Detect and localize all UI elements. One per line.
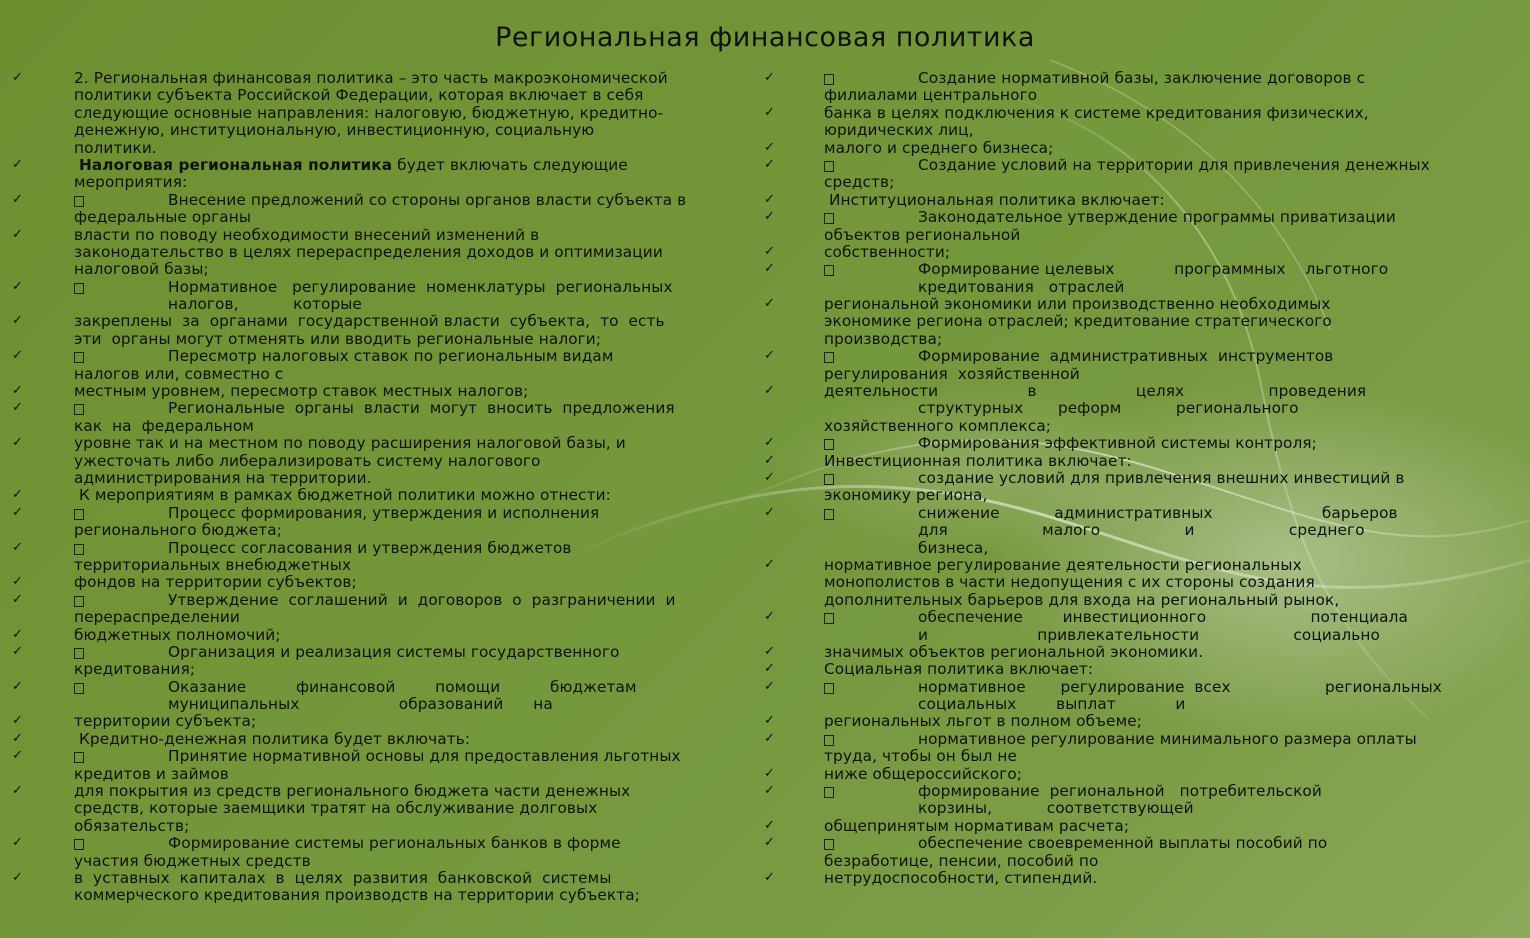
- left-line: [12, 348, 770, 365]
- checkmark-icon: ✓: [764, 435, 775, 451]
- box-bullet-icon: [74, 683, 84, 694]
- checkmark-icon: ✓: [764, 104, 775, 120]
- checkmark-icon: ✓: [12, 643, 23, 659]
- checkmark-icon: ✓: [764, 191, 775, 207]
- box-bullet-icon: [824, 213, 834, 224]
- left-line-text: Принятие нормативной основы для предоставления льготных: [168, 747, 681, 766]
- left-line-text: Оказание финансовой помощи бюджетам: [168, 677, 637, 696]
- box-bullet-icon: [74, 752, 84, 763]
- checkmark-icon: ✓: [12, 713, 23, 729]
- left-line-text: политики субъекта Российской Федерации, которая включает в себя: [74, 86, 644, 105]
- right-line-text: кредитования отраслей: [918, 277, 1125, 296]
- left-line: [12, 296, 770, 313]
- right-line-text: Создание нормативной базы, заключение договоров с: [918, 69, 1366, 87]
- right-line: [762, 644, 1522, 661]
- checkmark-icon: ✓: [12, 574, 23, 590]
- right-line-text: Социальная политика включает:: [824, 660, 1094, 679]
- left-line-text: законодательство в целях перераспределения доходов и оптимизации: [74, 242, 663, 261]
- box-bullet-icon: [74, 596, 84, 607]
- left-line: [12, 400, 770, 417]
- right-line-text: малого и среднего бизнеса;: [824, 138, 1054, 157]
- left-line: [12, 470, 770, 487]
- checkmark-icon: ✓: [12, 383, 23, 399]
- left-line: [12, 87, 770, 104]
- checkmark-icon: ✓: [764, 70, 775, 85]
- checkmark-icon: ✓: [764, 156, 775, 172]
- right-line-text: объектов региональной: [824, 225, 1021, 244]
- box-bullet-icon: [824, 474, 834, 485]
- right-line: [762, 227, 1522, 244]
- right-line: [762, 731, 1522, 748]
- right-line: [762, 557, 1522, 574]
- box-bullet-icon: [824, 839, 834, 850]
- left-line: [12, 627, 770, 644]
- left-line: [12, 505, 770, 522]
- right-line: [762, 574, 1522, 591]
- left-line: [12, 366, 770, 383]
- left-line: [12, 174, 770, 191]
- left-line-text: Организация и реализация системы государственного: [168, 642, 620, 661]
- left-line-text: Региональные органы власти могут вносить предложения: [168, 399, 675, 418]
- left-line: [12, 209, 770, 226]
- checkmark-icon: ✓: [764, 643, 775, 659]
- right-line: [762, 627, 1522, 644]
- left-line: [12, 592, 770, 609]
- right-line: [762, 540, 1522, 557]
- left-line: [12, 192, 770, 209]
- right-line-text: экономике региона отраслей; кредитование стратегического: [824, 312, 1332, 331]
- checkmark-icon: ✓: [12, 313, 23, 329]
- checkmark-icon: ✓: [12, 626, 23, 642]
- right-line-text: обеспечение инвестиционного потенциала: [918, 608, 1409, 627]
- left-line: [12, 244, 770, 261]
- left-line-text: муниципальных образований на: [168, 695, 553, 714]
- box-bullet-icon: [824, 787, 834, 798]
- checkmark-icon: ✓: [12, 191, 23, 207]
- right-line: [762, 505, 1522, 522]
- right-line-text: хозяйственного комплекса;: [824, 416, 1052, 435]
- left-line: [12, 835, 770, 852]
- right-line: [762, 157, 1522, 174]
- left-line-text: обязательств;: [74, 816, 190, 835]
- box-bullet-icon: [74, 352, 84, 363]
- checkmark-icon: ✓: [12, 591, 23, 607]
- right-line-text: труда, чтобы он был не: [824, 747, 1018, 766]
- right-line: [762, 661, 1522, 678]
- box-bullet-icon: [824, 265, 834, 276]
- left-line: [12, 453, 770, 470]
- left-line: [12, 540, 770, 557]
- box-bullet-icon: [74, 648, 84, 659]
- left-line-text: перераспределении: [74, 608, 240, 627]
- right-line: [762, 818, 1522, 835]
- left-line-text: фондов на территории субъектов;: [74, 573, 357, 592]
- right-line-text: и привлекательности социально: [918, 625, 1380, 644]
- right-line-text: безработице, пенсии, пособий по: [824, 851, 1099, 870]
- right-line-text: нормативное регулирование деятельности региональных: [824, 555, 1302, 574]
- box-bullet-icon: [824, 613, 834, 624]
- right-line: [762, 296, 1522, 313]
- checkmark-icon: ✓: [12, 278, 23, 294]
- checkmark-icon: ✓: [12, 783, 23, 799]
- left-line: [12, 713, 770, 730]
- left-line-text: Внесение предложений со стороны органов власти субъекта в: [168, 190, 687, 209]
- left-line: [12, 731, 770, 748]
- left-line: [12, 313, 770, 330]
- left-line-text: Утверждение соглашений и договоров о разграничении и: [168, 590, 676, 609]
- right-line-text: снижение административных барьеров: [918, 503, 1398, 522]
- right-line: [762, 609, 1522, 626]
- right-line: [762, 853, 1522, 870]
- left-line: [12, 261, 770, 278]
- right-line-text: структурных реформ регионального: [918, 399, 1299, 418]
- right-line: [762, 192, 1522, 209]
- left-line-text: в уставных капиталах в целях развития банковской системы: [74, 868, 612, 887]
- right-line-text: банка в целях подключения к системе кредитования физических,: [824, 103, 1369, 122]
- checkmark-icon: ✓: [12, 730, 23, 746]
- checkmark-icon: ✓: [12, 748, 23, 764]
- left-line-text: Процесс формирования, утверждения и исполнения: [168, 503, 600, 522]
- right-line: [762, 800, 1522, 817]
- left-line: [12, 853, 770, 870]
- checkmark-icon: ✓: [764, 209, 775, 225]
- box-bullet-icon: [74, 196, 84, 207]
- right-line: [762, 331, 1522, 348]
- checkmark-icon: ✓: [764, 661, 775, 677]
- checkmark-icon: ✓: [764, 469, 775, 485]
- left-line: [12, 157, 770, 174]
- checkmark-icon: ✓: [12, 678, 23, 694]
- left-line-text: Процесс согласования и утверждения бюджетов: [168, 538, 572, 557]
- right-line-text: регулирования хозяйственной: [824, 364, 1080, 383]
- right-line: [762, 87, 1522, 104]
- left-line: [12, 522, 770, 539]
- checkmark-icon: ✓: [12, 435, 23, 451]
- checkmark-icon: ✓: [764, 869, 775, 885]
- checkmark-icon: ✓: [12, 348, 23, 364]
- checkmark-icon: ✓: [764, 383, 775, 399]
- box-bullet-icon: [824, 439, 834, 450]
- checkmark-icon: ✓: [764, 261, 775, 277]
- left-line-text: местным уровнем, пересмотр ставок местных налогов;: [74, 382, 529, 401]
- right-column: [762, 70, 1522, 887]
- right-line-text: бизнеса,: [918, 538, 989, 557]
- left-line: [12, 331, 770, 348]
- right-line: [762, 140, 1522, 157]
- checkmark-icon: ✓: [12, 226, 23, 242]
- left-line-text: федеральные органы: [74, 208, 252, 227]
- right-line: [762, 870, 1522, 887]
- left-line: [12, 383, 770, 400]
- right-line: [762, 679, 1522, 696]
- right-line-text: Формирование административных инструментов: [918, 347, 1334, 366]
- left-line: [12, 748, 770, 765]
- right-line-text: ниже общероссийского;: [824, 764, 1023, 783]
- right-line-text: средств;: [824, 173, 895, 192]
- box-bullet-icon: [74, 839, 84, 850]
- right-line: [762, 713, 1522, 730]
- right-line-text: для малого и среднего: [918, 521, 1365, 540]
- right-line: [762, 383, 1522, 400]
- right-line-text: Формирования эффективной системы контроля;: [918, 434, 1317, 453]
- right-line: [762, 366, 1522, 383]
- left-line-text: К мероприятиям в рамках бюджетной политики можно отнести:: [74, 486, 611, 505]
- box-bullet-icon: [824, 683, 834, 694]
- right-line: [762, 783, 1522, 800]
- right-line-text: Институциональная политика включает:: [824, 190, 1165, 209]
- right-line-text: обеспечение своевременной выплаты пособий по: [918, 834, 1328, 853]
- left-line: [12, 557, 770, 574]
- right-line-text: формирование региональной потребительской: [918, 782, 1322, 801]
- right-line-text: Инвестиционная политика включает:: [824, 451, 1132, 470]
- box-bullet-icon: [824, 735, 834, 746]
- left-line-text: налогов или, совместно с: [74, 364, 284, 383]
- left-line-text: мероприятия:: [74, 173, 188, 192]
- right-line: [762, 766, 1522, 783]
- right-line: [762, 70, 1522, 87]
- left-line: [12, 435, 770, 452]
- left-line-text: Пересмотр налоговых ставок по региональным видам: [168, 347, 614, 366]
- right-line: [762, 522, 1522, 539]
- checkmark-icon: ✓: [12, 539, 23, 555]
- checkmark-icon: ✓: [12, 869, 23, 885]
- left-line-text: Кредитно-денежная политика будет включать:: [74, 729, 471, 748]
- right-line-text: общепринятым нормативам расчета;: [824, 816, 1130, 835]
- left-line-text: денежную, институциональную, инвестиционную, социальную: [74, 121, 595, 140]
- right-line-text: социальных выплат и: [918, 695, 1186, 714]
- checkmark-icon: ✓: [764, 678, 775, 694]
- left-line: [12, 279, 770, 296]
- left-line-text: администрирования на территории.: [74, 468, 372, 487]
- left-line: [12, 140, 770, 157]
- right-line-text: Формирование целевых программных льготного: [918, 260, 1389, 279]
- left-line: [12, 487, 770, 504]
- checkmark-icon: ✓: [12, 70, 23, 85]
- left-line-text: налоговой базы;: [74, 260, 209, 279]
- left-line: [12, 227, 770, 244]
- right-line-text: региональной экономики или производственно необходимых: [824, 295, 1331, 314]
- checkmark-icon: ✓: [12, 400, 23, 416]
- left-line-text: бюджетных полномочий;: [74, 625, 281, 644]
- checkmark-icon: ✓: [764, 609, 775, 625]
- right-line: [762, 418, 1522, 435]
- box-bullet-icon: [824, 161, 834, 172]
- box-bullet-icon: [824, 509, 834, 520]
- left-line: [12, 696, 770, 713]
- left-line: [12, 122, 770, 139]
- right-line-text: нормативное регулирование всех региональных: [918, 677, 1442, 696]
- checkmark-icon: ✓: [764, 765, 775, 781]
- right-line-text: производства;: [824, 329, 943, 348]
- checkmark-icon: ✓: [764, 713, 775, 729]
- left-line-text: политики.: [74, 138, 157, 157]
- right-line-text: дополнительных барьеров для входа на региональный рынок,: [824, 590, 1340, 609]
- left-line-text: кредитов и займов: [74, 764, 229, 783]
- checkmark-icon: ✓: [764, 817, 775, 833]
- right-line-text: экономику региона,: [824, 486, 988, 505]
- right-line: [762, 244, 1522, 261]
- left-line: [12, 800, 770, 817]
- left-line-text: уровне так и на местном по поводу расширения налоговой базы, и: [74, 434, 626, 453]
- right-line-text: региональных льгот в полном объеме;: [824, 712, 1142, 731]
- right-line-text: значимых объектов региональной экономики.: [824, 642, 1204, 661]
- box-bullet-icon: [74, 404, 84, 415]
- right-line: [762, 279, 1522, 296]
- right-line: [762, 453, 1522, 470]
- left-line-text: 2. Региональная финансовая политика – это часть макроэкономической: [74, 69, 668, 87]
- checkmark-icon: ✓: [764, 348, 775, 364]
- right-line: [762, 174, 1522, 191]
- left-line: [12, 887, 770, 904]
- checkmark-icon: ✓: [764, 296, 775, 312]
- left-line-text: средств, которые заемщики тратят на обслуживание долговых: [74, 799, 598, 818]
- right-line-text: нетрудоспособности, стипендий.: [824, 868, 1098, 887]
- left-line-text: налогов, которые: [168, 295, 362, 314]
- checkmark-icon: ✓: [12, 156, 23, 172]
- checkmark-icon: ✓: [764, 243, 775, 259]
- right-line: [762, 748, 1522, 765]
- left-line-text: как на федеральном: [74, 416, 254, 435]
- right-line: [762, 400, 1522, 417]
- left-line-text: Формирование системы региональных банков в форме: [168, 834, 621, 853]
- left-line: [12, 661, 770, 678]
- right-line-text: корзины, соответствующей: [918, 799, 1194, 818]
- left-line: [12, 870, 770, 887]
- right-line: [762, 696, 1522, 713]
- left-line-text: коммерческого кредитования производств на территории субъекта;: [74, 886, 640, 905]
- left-line: [12, 574, 770, 591]
- right-line: [762, 348, 1522, 365]
- left-line-text: Нормативное регулирование номенклатуры региональных: [168, 277, 673, 296]
- left-line: [12, 418, 770, 435]
- checkmark-icon: ✓: [12, 835, 23, 851]
- box-bullet-icon: [824, 352, 834, 363]
- right-line: [762, 435, 1522, 452]
- right-line-text: юридических лиц,: [824, 121, 974, 140]
- left-column: [12, 70, 770, 905]
- checkmark-icon: ✓: [12, 487, 23, 503]
- right-line-text: создание условий для привлечения внешних инвестиций в: [918, 468, 1405, 487]
- left-line-text: регионального бюджета;: [74, 521, 282, 540]
- box-bullet-icon: [74, 509, 84, 520]
- checkmark-icon: ✓: [764, 783, 775, 799]
- bold-heading-text: Налоговая региональная политика: [78, 155, 393, 174]
- right-line: [762, 313, 1522, 330]
- left-line-text: территориальных внебюджетных: [74, 555, 352, 574]
- left-line-text: власти по поводу необходимости внесений изменений в: [74, 225, 540, 244]
- checkmark-icon: ✓: [764, 504, 775, 520]
- left-line-text: для покрытия из средств регионального бюджета части денежных: [74, 782, 631, 801]
- left-line: [12, 679, 770, 696]
- right-line-text: нормативное регулирование минимального размера оплаты: [918, 729, 1417, 748]
- checkmark-icon: ✓: [764, 139, 775, 155]
- checkmark-icon: ✓: [12, 504, 23, 520]
- left-line: [12, 609, 770, 626]
- left-line: [12, 644, 770, 661]
- right-line: [762, 105, 1522, 122]
- right-line: [762, 470, 1522, 487]
- right-line-text: Создание условий на территории для привлечения денежных: [918, 155, 1430, 174]
- page-title: Региональная финансовая политика: [495, 22, 1035, 53]
- left-line-text: эти органы могут отменять или вводить региональные налоги;: [74, 329, 602, 348]
- left-line: [12, 70, 770, 87]
- box-bullet-icon: [74, 544, 84, 555]
- checkmark-icon: ✓: [764, 835, 775, 851]
- checkmark-icon: ✓: [764, 730, 775, 746]
- left-line: [12, 783, 770, 800]
- left-line-text: территории субъекта;: [74, 712, 257, 731]
- left-line: [12, 818, 770, 835]
- left-line-text: кредитования;: [74, 660, 196, 679]
- left-line-text: Налоговая региональная политика будет включать следующие: [78, 155, 628, 174]
- right-line-text: деятельности в целях проведения: [824, 382, 1367, 401]
- right-line: [762, 261, 1522, 278]
- box-bullet-icon: [824, 74, 834, 85]
- right-line-text: собственности;: [824, 242, 951, 261]
- box-bullet-icon: [74, 283, 84, 294]
- right-line: [762, 592, 1522, 609]
- right-line: [762, 209, 1522, 226]
- left-line: [12, 105, 770, 122]
- left-line: [12, 766, 770, 783]
- left-line-text: следующие основные направления: налоговую, бюджетную, кредитно-: [74, 103, 664, 122]
- left-line-text: закреплены за органами государственной власти субъекта, то есть: [74, 312, 665, 331]
- left-line-text: участия бюджетных средств: [74, 851, 311, 870]
- right-line-text: филиалами центрального: [824, 86, 1038, 105]
- left-line-text: ужесточать либо либерализировать систему налогового: [74, 451, 541, 470]
- right-line: [762, 122, 1522, 139]
- right-line: [762, 487, 1522, 504]
- checkmark-icon: ✓: [764, 452, 775, 468]
- checkmark-icon: ✓: [764, 556, 775, 572]
- right-line-text: Законодательное утверждение программы приватизации: [918, 208, 1396, 227]
- right-line: [762, 835, 1522, 852]
- right-line-text: монополистов в части недопущения с их стороны создания: [824, 573, 1315, 592]
